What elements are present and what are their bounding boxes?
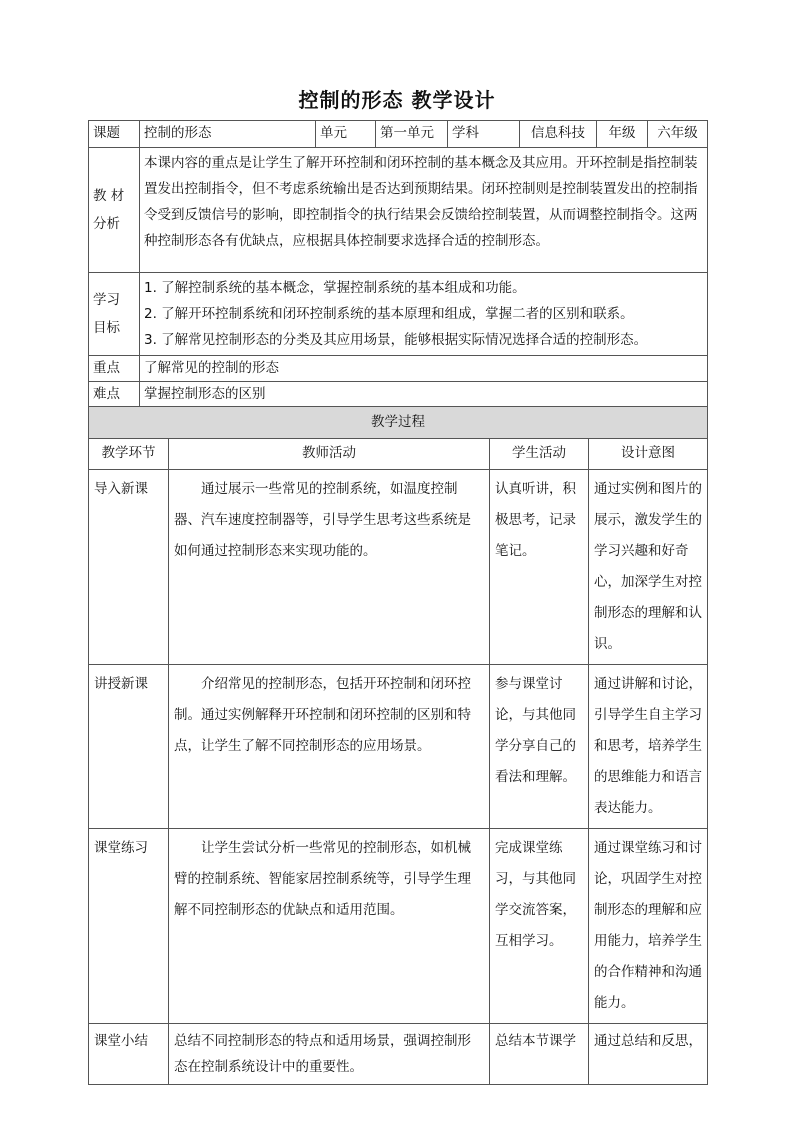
goals-label-line2: 目标 (93, 320, 120, 336)
process-student: 参与课堂讨论，与其他同学分享自己的看法和理解。 (490, 665, 589, 829)
process-teacher: 让学生尝试分析一些常见的控制形态，如机械臂的控制系统、智能家居控制系统等，引导学生理解不同控制形态的优缺点和适用范围。 (169, 829, 490, 1024)
analysis-label-line1: 教 材 (93, 188, 125, 204)
process-row (89, 470, 708, 665)
process-intent: 通过讲解和讨论，引导学生自主学习和思考，培养学生的思维能力和语言表达能力。 (589, 665, 708, 829)
goal-item: 1. 了解控制系统的基本概念，掌握控制系统的基本组成和功能。 (144, 280, 526, 296)
unit-label: 单元 (316, 121, 376, 148)
analysis-label-line2: 分析 (93, 216, 120, 232)
process-student: 认真听讲，积极思考，记录笔记。 (490, 470, 589, 665)
key-point-row (89, 356, 708, 382)
grade-value: 六年级 (648, 121, 708, 148)
difficulty-label: 难点 (89, 382, 140, 409)
process-stage: 课堂练习 (89, 829, 169, 1024)
process-intent: 通过总结和反思， (589, 1024, 708, 1085)
key-point-value: 了解常见的控制的形态 (140, 356, 708, 382)
goals-label (89, 273, 140, 356)
difficulty-row (89, 382, 708, 409)
lesson-info-table (88, 120, 708, 409)
subject-label: 学科 (448, 121, 520, 148)
difficulty-value: 掌握控制形态的区别 (140, 382, 708, 409)
process-row (89, 829, 708, 1024)
column-header-teacher: 教师活动 (169, 439, 490, 470)
process-columns-row (89, 439, 708, 470)
process-teacher: 总结不同控制形态的特点和适用场景，强调控制形态在控制系统设计中的重要性。 (169, 1024, 490, 1085)
key-point-label: 重点 (89, 356, 140, 382)
goals-label-line1: 学习 (93, 292, 120, 308)
unit-value: 第一单元 (376, 121, 448, 148)
column-header-stage: 教学环节 (89, 439, 169, 470)
process-student: 完成课堂练习，与其他同学交流答案，互相学习。 (490, 829, 589, 1024)
analysis-label (89, 148, 140, 273)
process-intent: 通过课堂练习和讨论，巩固学生对控制形态的理解和应用能力，培养学生的合作精神和沟通能力。 (589, 829, 708, 1024)
analysis-row (89, 148, 708, 273)
info-row (89, 121, 708, 148)
topic-label: 课题 (89, 121, 140, 148)
process-stage: 讲授新课 (89, 665, 169, 829)
teaching-process-table (88, 406, 708, 1085)
process-header: 教学过程 (89, 407, 708, 439)
topic-value: 控制的形态 (140, 121, 316, 148)
goals-list (140, 273, 708, 356)
subject-value: 信息科技 (520, 121, 597, 148)
process-row (89, 1024, 708, 1085)
process-stage: 导入新课 (89, 470, 169, 665)
column-header-intent: 设计意图 (589, 439, 708, 470)
goal-item: 2. 了解开环控制系统和闭环控制系统的基本原理和组成，掌握二者的区别和联系。 (144, 306, 634, 322)
process-row (89, 665, 708, 829)
process-student: 总结本节课学 (490, 1024, 589, 1085)
process-intent: 通过实例和图片的展示，激发学生的学习兴趣和好奇心，加深学生对控制形态的理解和认识。 (589, 470, 708, 665)
goal-item: 3. 了解常见控制形态的分类及其应用场景，能够根据实际情况选择合适的控制形态。 (144, 332, 648, 348)
process-teacher: 通过展示一些常见的控制系统，如温度控制器、汽车速度控制器等，引导学生思考这些系统是如何通过控制形态来实现功能的。 (169, 470, 490, 665)
document-title: 控制的形态 教学设计 (298, 88, 496, 112)
process-teacher: 介绍常见的控制形态，包括开环控制和闭环控制。通过实例解释开环控制和闭环控制的区别和特点，让学生了解不同控制形态的应用场景。 (169, 665, 490, 829)
column-header-student: 学生活动 (490, 439, 589, 470)
process-stage: 课堂小结 (89, 1024, 169, 1085)
process-header-row (89, 407, 708, 439)
analysis-text: 本课内容的重点是让学生了解开环控制和闭环控制的基本概念及其应用。开环控制是指控制装置发出控制指令，但不考虑系统输出是否达到预期结果。闭环控制则是控制装置发出的控制指令受到反馈信号的影响，即控制指令的执行结果会反馈给控制装置，从而调整控制指令。这两种控制形态各有优缺点，应根据具体控制要求选择合适的控制形态。 (140, 148, 708, 273)
goals-row (89, 273, 708, 356)
grade-label: 年级 (597, 121, 648, 148)
